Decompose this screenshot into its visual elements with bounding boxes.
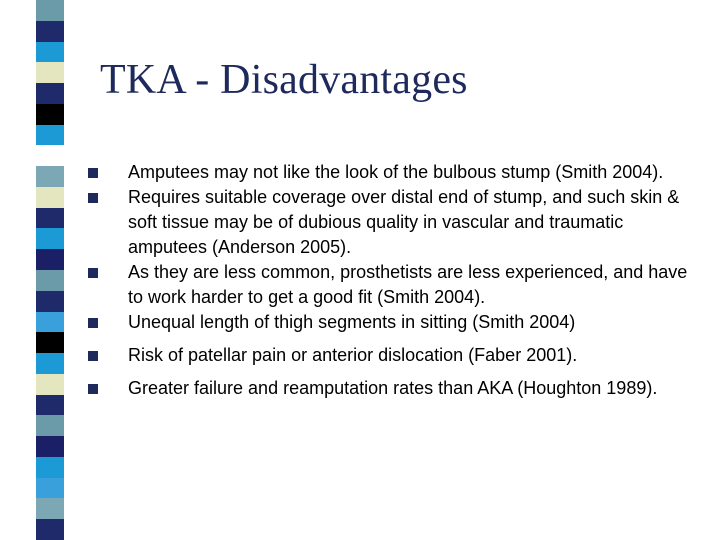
bullet-item: [88, 185, 706, 260]
bullet-item: [88, 310, 706, 335]
bullet-text: Unequal length of thigh segments in sitting (Smith 2004): [128, 312, 576, 332]
stripe-segment: [36, 228, 64, 249]
bullet-item: [88, 160, 706, 185]
bullet-text: Requires suitable coverage over distal end of stump, and such skin & soft tissue may be of dubious quality in vascular and traumatic amputees (Anderson 2005).: [128, 187, 680, 257]
stripe-segment: [36, 83, 64, 104]
stripe-segment: [36, 436, 64, 457]
stripe-segment: [36, 353, 64, 374]
stripe-segment: [36, 519, 64, 540]
stripe-segment: [36, 374, 64, 395]
stripe-segment: [36, 104, 64, 125]
square-bullet-icon: [88, 168, 98, 178]
stripe-segment: [36, 42, 64, 63]
stripe-segment: [36, 62, 64, 83]
square-bullet-icon: [88, 268, 98, 278]
bullet-text: As they are less common, prosthetists are less experienced, and have to work harder to get a good fit (Smith 2004).: [128, 262, 688, 307]
stripe-segment: [36, 270, 64, 291]
square-bullet-icon: [88, 193, 98, 203]
stripe-segment: [36, 332, 64, 353]
stripe-segment: [36, 187, 64, 208]
bullet-list: [88, 160, 706, 401]
stripe-segment: [36, 498, 64, 519]
stripe-segment: [36, 145, 64, 166]
stripe-segment: [36, 291, 64, 312]
bullet-text: Greater failure and reamputation rates than AKA (Houghton 1989).: [128, 378, 658, 398]
square-bullet-icon: [88, 384, 98, 394]
slide-title: TKA - Disadvantages: [100, 57, 468, 103]
stripe-segment: [36, 0, 64, 21]
bullet-text: Amputees may not like the look of the bulbous stump (Smith 2004).: [128, 162, 664, 182]
stripe-segment: [36, 415, 64, 436]
bullet-item: [88, 343, 706, 368]
decorative-stripe-bar: [36, 0, 64, 540]
square-bullet-icon: [88, 351, 98, 361]
stripe-segment: [36, 21, 64, 42]
stripe-segment: [36, 395, 64, 416]
stripe-segment: [36, 208, 64, 229]
stripe-segment: [36, 125, 64, 146]
stripe-segment: [36, 249, 64, 270]
stripe-segment: [36, 457, 64, 478]
stripe-segment: [36, 166, 64, 187]
bullet-item: [88, 376, 706, 401]
stripe-segment: [36, 478, 64, 499]
bullet-item: [88, 260, 706, 310]
stripe-segment: [36, 312, 64, 333]
square-bullet-icon: [88, 318, 98, 328]
bullet-text: Risk of patellar pain or anterior dislocation (Faber 2001).: [128, 345, 578, 365]
